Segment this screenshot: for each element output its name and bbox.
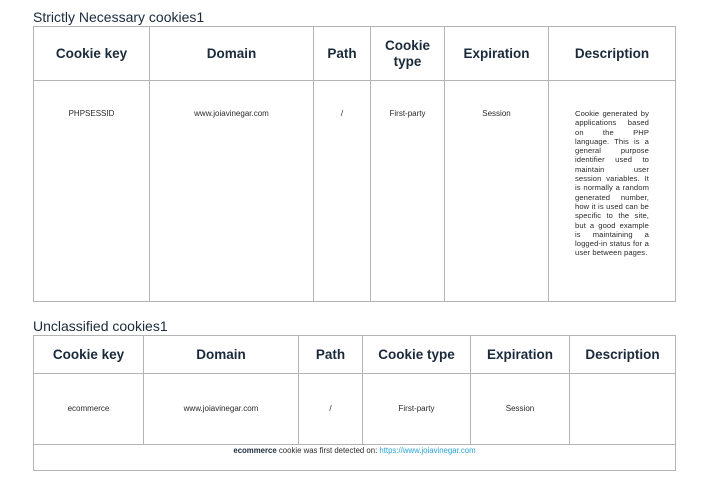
strictly-necessary-title: Strictly Necessary cookies1 xyxy=(33,9,205,25)
cell-cookie-type xyxy=(371,81,445,302)
cell-description: Cookie generated by applications based on the PHP language. This is a general purpose identifier used to maintain user session variables. It is normally a random generated number, how it is used can be specific to the site, but a good example is maintaining a logged-in status for a user between pages. xyxy=(549,81,676,302)
detection-footer-row xyxy=(34,445,676,471)
table-header-row xyxy=(34,27,676,81)
col-header-expiration: Expiration xyxy=(471,336,570,374)
table-row xyxy=(34,374,676,445)
unclassified-title: Unclassified cookies1 xyxy=(33,318,168,334)
col-header-domain: Domain xyxy=(144,336,299,374)
col-header-cookie-key: Cookie key xyxy=(34,336,144,374)
cell-domain: www.joiavinegar.com xyxy=(150,81,314,302)
cell-cookie-key: ecommerce xyxy=(34,374,144,445)
footer-cookie-name: ecommerce xyxy=(233,446,277,455)
col-header-description: Description xyxy=(570,336,676,374)
table-header-row xyxy=(34,336,676,374)
strictly-necessary-table xyxy=(33,26,676,302)
cell-cookie-key: PHPSESSID xyxy=(34,81,150,302)
unclassified-table xyxy=(33,335,676,471)
cell-path: / xyxy=(299,374,363,445)
detection-footer xyxy=(34,445,676,471)
col-header-domain: Domain xyxy=(150,27,314,81)
cell-domain: www.joiavinegar.com xyxy=(144,374,299,445)
col-header-path: Path xyxy=(299,336,363,374)
cell-path: / xyxy=(314,81,371,302)
col-header-expiration: Expiration xyxy=(445,27,549,81)
col-header-cookie-type: Cookie type xyxy=(363,336,471,374)
cell-description xyxy=(570,374,676,445)
cell-expiration: Session xyxy=(471,374,570,445)
cell-expiration: Session xyxy=(445,81,549,302)
detection-url-link[interactable]: https://www.joiavinegar.com xyxy=(379,446,476,455)
cell-cookie-type: First-party xyxy=(363,374,471,445)
col-header-cookie-type: Cookie type xyxy=(371,27,445,81)
col-header-path: Path xyxy=(314,27,371,81)
table-row xyxy=(34,81,676,302)
cookie-type-text: First-party xyxy=(389,109,426,118)
footer-text: cookie was first detected on: xyxy=(276,446,380,455)
col-header-cookie-key: Cookie key xyxy=(34,27,150,81)
col-header-description: Description xyxy=(549,27,676,81)
